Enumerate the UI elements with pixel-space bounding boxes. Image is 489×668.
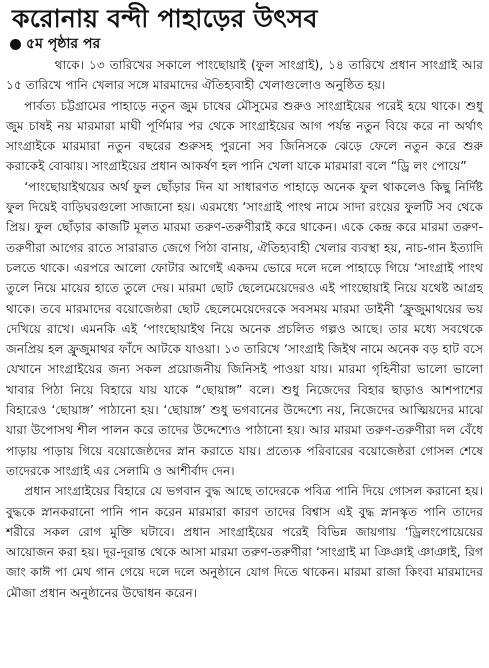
paragraph-4: প্রধান সাংগ্রাইয়ের বিহারে যে ভগবান বুদ্ধ আছে তাদেরকে পবিত্র পানি দিয়ে গোসল করানো হয়। বুদ্ধকে স্নানকরানো পানি পান করেন মারমারা কারণ তাদের বিশ্বাস এই বুদ্ধ স্নানস্কৃত পানি তাদের শরীরে সকল রোগ মুক্তি ঘটাবে। প্রধান সাংগ্রাইয়ের পরেই বিভিন্ন জায়গায় ‘ড্রিলংপোয়েয়ের আয়োজন করা হয়। দূর-দূরান্ত থেকে আসা মারমা তরুণ-তরুণীরা ‘সাংগ্রাই মা ঞিঞাই ঞাঞাই, রিগ জাং কাঈ পা মেথ গান গেয়ে দলে দলে অনুষ্ঠানে যোগ দিতে থাকেন। মারমা রাজা কিংবা মারমাদের মৌজা প্রধান অনুষ্ঠানের উদ্বোধন করেন। [6, 484, 483, 600]
continued-from-line [10, 35, 483, 53]
continued-from-text: ৫ম পৃষ্ঠার পর [26, 36, 101, 52]
paragraph-2: পার্বত্য চট্টগ্রামের পাহাড়ে নতুন জুম চাষের মৌসুমের শুরুও সাংগ্রাইয়ের পরেই হয়ে থাকে। শুধু জুম চাষই নয় মারমারা মাঘী পূর্ণিমার পর থেকে সাংগ্রাইয়ের আগ পর্যন্ত নতুন বিয়ে করে না অর্থাৎ সাংগ্রাইকে মারমারা নতুন বছরের শুরুসহ পুরনো সব জিনিসকে ঝেড়ে ফেলে নতুন করে শুরু করাকেই বোঝায়। সাংগ্রাইয়ের প্রধান আকর্ষণ হল পানি খেলা যাকে মারমারা বলে “ড্রি লং পোয়ে” [6, 98, 483, 174]
bullet-dot-icon [10, 39, 21, 50]
headline: করোনায় বন্দী পাহাড়ের উৎসব [12, 4, 318, 33]
paragraph-1: থাকে। ১৩ তারিখের সকালে পাংছোয়াই (ফুল সাংগ্রাই), ১৪ তারিখে প্রধান সাংগ্রাই আর ১৫ তারিখে পানি খেলার সঙ্গে মারমাদের ঐতিহ্যবাহী খেলাগুলোও অনুষ্ঠিত হয়। [6, 58, 483, 93]
paragraph-3: ‘পাংছোয়াইথয়ের অর্থ ফুল ছোঁড়ার দিন যা সাধারণত পাহাড়ে অনেক ফুল থাকলেও কিছু নির্দিষ্ট ফুল দিয়েই বাড়িঘরগুলো সাজানো হয়। এরমধ্যে ‘সাংগ্রাই পাংথ নামে সাদা রংয়ের ফুলটি সব থেকে প্রিয়। ফুল ছোঁড়ার কাজটি মূলত মারমা তরুণ-তরুণীরাই করে থাকেন। একে কেন্দ্র করে মারমা তরুণ-তরুণীরা আগের রাতে সারারাত জেগে পিঠা বানায়, ঐতিহ্যবাহী খেলার ব্যবস্থা হয়, নাচ-গান ইত্যাদি চলতে থাকে। এরপরে আলো ফোটার আগেই একদম ভোরে দলে দলে পাহাড়ে গিয়ে ‘সাংগ্রাই পাংথ তুলে নিয়ে মায়ের হাতে তুলে দেয়। মারমা ছোট ছেলেমেয়েদেরও এই পাংছোয়াই নিয়ে যথেষ্ট আগ্রহ থাকে। তবে মারমাদের বয়োজেষ্ঠরা ছোট ছেলেমেয়েদেরকে সবসময় মারমা ডাইনী ‘ফ্রুজুমাথয়ের ভয় দেখিয়ে রাখে। এমনকি এই ‘পাংছোয়াইথ নিয়ে অনেক প্রচলিত গল্পও আছে। তার মধ্যে সবথেকে জনপ্রিয় হল ফ্রুজুমাথর ফাঁদে আটকে যাওয়া। ১৩ তারিখে ‘সাংগ্রাই জিইথ নামে অনেক বড় হাট বসে যেখানে সাংগ্রাইয়ের জন্য সকল প্রয়োজনীয় জিনিসই পাওয়া যায়। মারমা গৃহিনীরা ভালো ভালো খাবার পিঠা নিয়ে বিহারে যায় যাকে “ছোয়াঙ্গ” বলে। শুধু নিজেদের বিহার ছাড়াও আশপাশের বিহারেও ‘ছোয়াঙ্গ’ পাঠানো হয়। ‘ছোয়াঙ্গ’ শুধু ভগবানের উদ্দেশ্যে নয়, নিজেদের আত্মিয়দের মাঝে যারা উপোসথ শীল পালন করে তাদের উদ্দেশ্যেও পাঠানো হয়। আর মারমা তরুণ-তরুণীরা দল বেঁধে পাড়ায় পাড়ায় গিয়ে বয়োজেষ্ঠদের স্নান করাতে যায়। প্রত্যেক পরিবারের বয়োজেষ্ঠরা গোসল শেষে তাদেরকে সাংগ্রাই এর সেলামি ও আশীর্বাদ দেন। [6, 179, 483, 478]
article-body [6, 55, 483, 603]
